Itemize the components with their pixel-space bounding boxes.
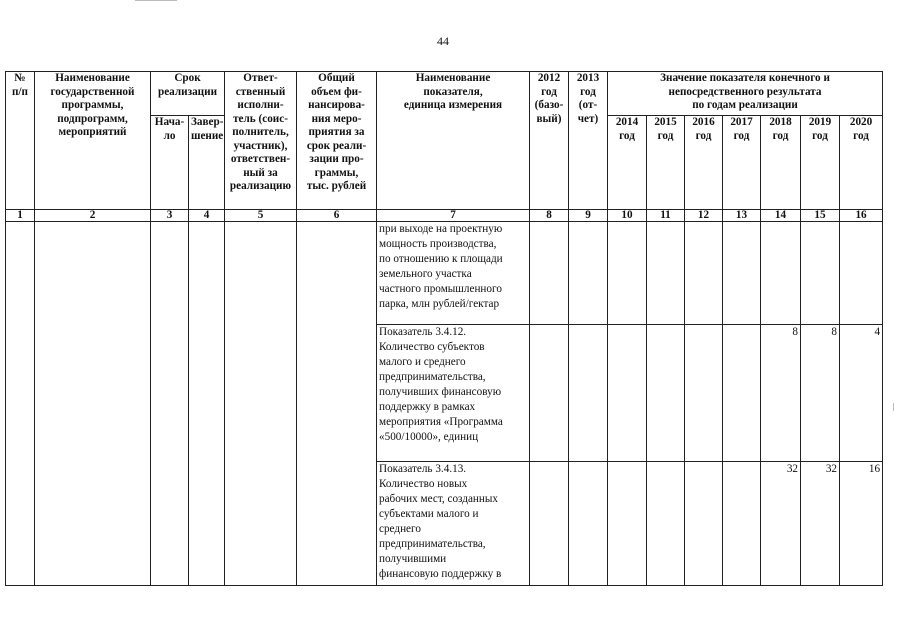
- header-end: Завер- шение: [189, 116, 225, 210]
- page-number: 44: [437, 34, 449, 48]
- value-cell: [685, 462, 723, 586]
- results-table: [5, 71, 883, 586]
- column-number: 16: [840, 210, 883, 222]
- value-cell: [608, 222, 647, 325]
- value-2018: 32: [761, 462, 801, 586]
- cell-executor: [225, 222, 297, 586]
- header-program-name: Наименование государственной программы, подпрограмм, мероприятий: [35, 72, 151, 210]
- column-number: 4: [189, 210, 225, 222]
- value-cell: [530, 222, 569, 325]
- header-result-values: Значение показателя конечного и непосредственного результата по годам реализации: [608, 72, 883, 116]
- cell-program-name: [35, 222, 151, 586]
- value-cell: [685, 325, 723, 462]
- column-number: 14: [761, 210, 801, 222]
- column-number: 1: [6, 210, 35, 222]
- column-number: 3: [151, 210, 189, 222]
- value-2019: [801, 222, 840, 325]
- value-cell: [569, 462, 608, 586]
- column-number: 10: [608, 210, 647, 222]
- indicator-cell: Показатель 3.4.12. Количество субъектов малого и среднего предпринимательства, получивших финансовую поддержку в рамках мероприятия «Программа «500/10000», единиц: [377, 325, 530, 462]
- value-2020: 16: [840, 462, 883, 586]
- value-cell: [723, 462, 761, 586]
- value-2019: 32: [801, 462, 840, 586]
- value-cell: [569, 222, 608, 325]
- cell-num: [6, 222, 35, 586]
- value-cell: [723, 325, 761, 462]
- column-number: 11: [647, 210, 685, 222]
- column-number: 7: [377, 210, 530, 222]
- value-cell: [608, 462, 647, 586]
- cell-end: [189, 222, 225, 586]
- column-number: 12: [685, 210, 723, 222]
- value-cell: [685, 222, 723, 325]
- value-cell: [569, 325, 608, 462]
- value-cell: [530, 462, 569, 586]
- value-cell: [647, 462, 685, 586]
- value-2018: 8: [761, 325, 801, 462]
- column-number: 8: [530, 210, 569, 222]
- value-2020: [840, 222, 883, 325]
- column-number: 13: [723, 210, 761, 222]
- header-year-2016: 2016 год: [685, 116, 723, 210]
- table-row: [6, 222, 883, 325]
- column-number: 2: [35, 210, 151, 222]
- column-number: 6: [297, 210, 377, 222]
- column-number: 15: [801, 210, 840, 222]
- column-number: 5: [225, 210, 297, 222]
- cell-funding-volume: [297, 222, 377, 586]
- header-funding-volume: Общий объем фи- нансирова- ния меро- приятия за срок реали- зации про- граммы, тыс. рублей: [297, 72, 377, 210]
- value-cell: [530, 325, 569, 462]
- value-2018: [761, 222, 801, 325]
- header-year-2019: 2019 год: [801, 116, 840, 210]
- header-start: Нача- ло: [151, 116, 189, 210]
- header-year-2018: 2018 год: [761, 116, 801, 210]
- column-number-row: [6, 210, 883, 222]
- cell-start: [151, 222, 189, 586]
- header-year-2014: 2014 год: [608, 116, 647, 210]
- scan-mark-right: [893, 403, 894, 411]
- header-row-1: [6, 72, 883, 116]
- value-cell: [647, 222, 685, 325]
- column-number: 9: [569, 210, 608, 222]
- indicator-cell: при выходе на проектную мощность производства, по отношению к площади земельного участка частного промышленного парка, млн рублей/гектар: [377, 222, 530, 325]
- scan-mark-top: [135, 0, 177, 1]
- header-year-2012: 2012 год (базо- вый): [530, 72, 569, 210]
- header-num: № п/п: [6, 72, 35, 210]
- indicator-cell: Показатель 3.4.13. Количество новых рабочих мест, созданных субъектами малого и среднего предпринимательства, получившими финансовую поддержку в: [377, 462, 530, 586]
- header-year-2013: 2013 год (от- чет): [569, 72, 608, 210]
- header-executor: Ответ- ственный исполни- тель (соис- полнитель, участник), ответствен- ный за реализацию: [225, 72, 297, 210]
- value-2020: 4: [840, 325, 883, 462]
- value-2019: 8: [801, 325, 840, 462]
- value-cell: [608, 325, 647, 462]
- header-year-2020: 2020 год: [840, 116, 883, 210]
- header-term: Срок реализации: [151, 72, 225, 116]
- header-indicator-name: Наименование показателя, единица измерения: [377, 72, 530, 210]
- value-cell: [647, 325, 685, 462]
- header-year-2015: 2015 год: [647, 116, 685, 210]
- value-cell: [723, 222, 761, 325]
- header-year-2017: 2017 год: [723, 116, 761, 210]
